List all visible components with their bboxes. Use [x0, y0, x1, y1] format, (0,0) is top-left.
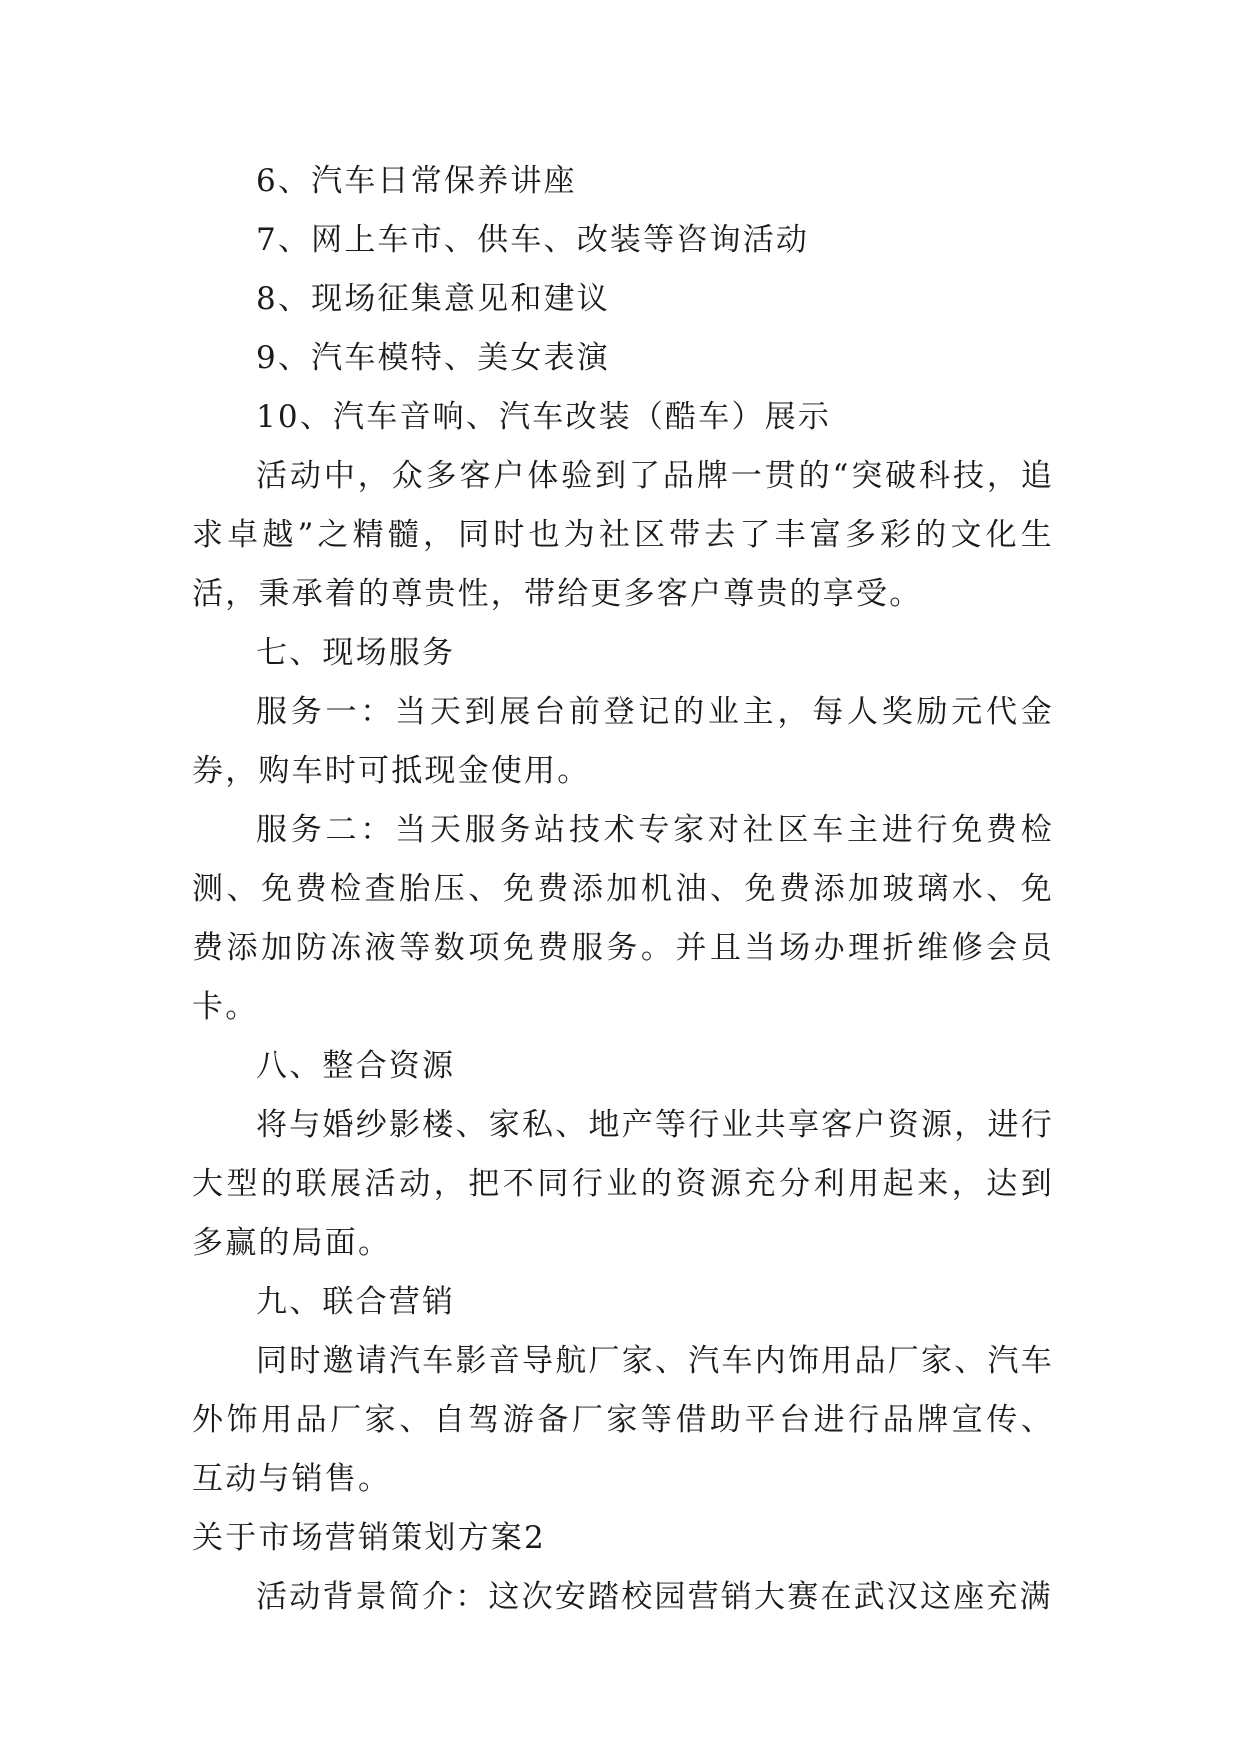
list-item-9: 9、汽车模特、美女表演: [256, 340, 610, 376]
document-body: [192, 152, 1054, 1627]
section-heading-onsite-service: 七、现场服务: [256, 635, 456, 671]
list-item-10: 10、汽车音响、汽车改装（酷车）展示: [256, 399, 832, 435]
service-two-paragraph: 服务二：当天服务站技术专家对社区车主进行免费检测、免费检查胎压、免费添加机油、免费添加玻璃水、免费添加防冻液等数项免费服务。并且当场办理折维修会员卡。: [192, 812, 1054, 1025]
list-item-8: 8、现场征集意见和建议: [256, 281, 610, 317]
joint-marketing-paragraph: 同时邀请汽车影音导航厂家、汽车内饰用品厂家、汽车外饰用品厂家、自驾游备厂家等借助平台进行品牌宣传、互动与销售。: [192, 1343, 1054, 1497]
list-item-6: 6、汽车日常保养讲座: [256, 163, 577, 199]
document-section-title: 关于市场营销策划方案2: [192, 1520, 546, 1556]
section-heading-integrate-resources: 八、整合资源: [256, 1048, 456, 1084]
activity-summary-paragraph: 活动中，众多客户体验到了品牌一贯的“突破科技，追求卓越”之精髓，同时也为社区带去了丰富多彩的文化生活，秉承着的尊贵性，带给更多客户尊贵的享受。: [192, 458, 1054, 612]
service-one-paragraph: 服务一：当天到展台前登记的业主，每人奖励元代金券，购车时可抵现金使用。: [192, 694, 1054, 789]
section-heading-joint-marketing: 九、联合营销: [256, 1284, 456, 1320]
list-item-7: 7、网上车市、供车、改装等咨询活动: [256, 222, 810, 258]
integrate-resources-paragraph: 将与婚纱影楼、家私、地产等行业共享客户资源，进行大型的联展活动，把不同行业的资源充分利用起来，达到多赢的局面。: [192, 1107, 1054, 1261]
background-intro-paragraph: 活动背景简介：这次安踏校园营销大赛在武汉这座充满: [256, 1579, 1053, 1615]
